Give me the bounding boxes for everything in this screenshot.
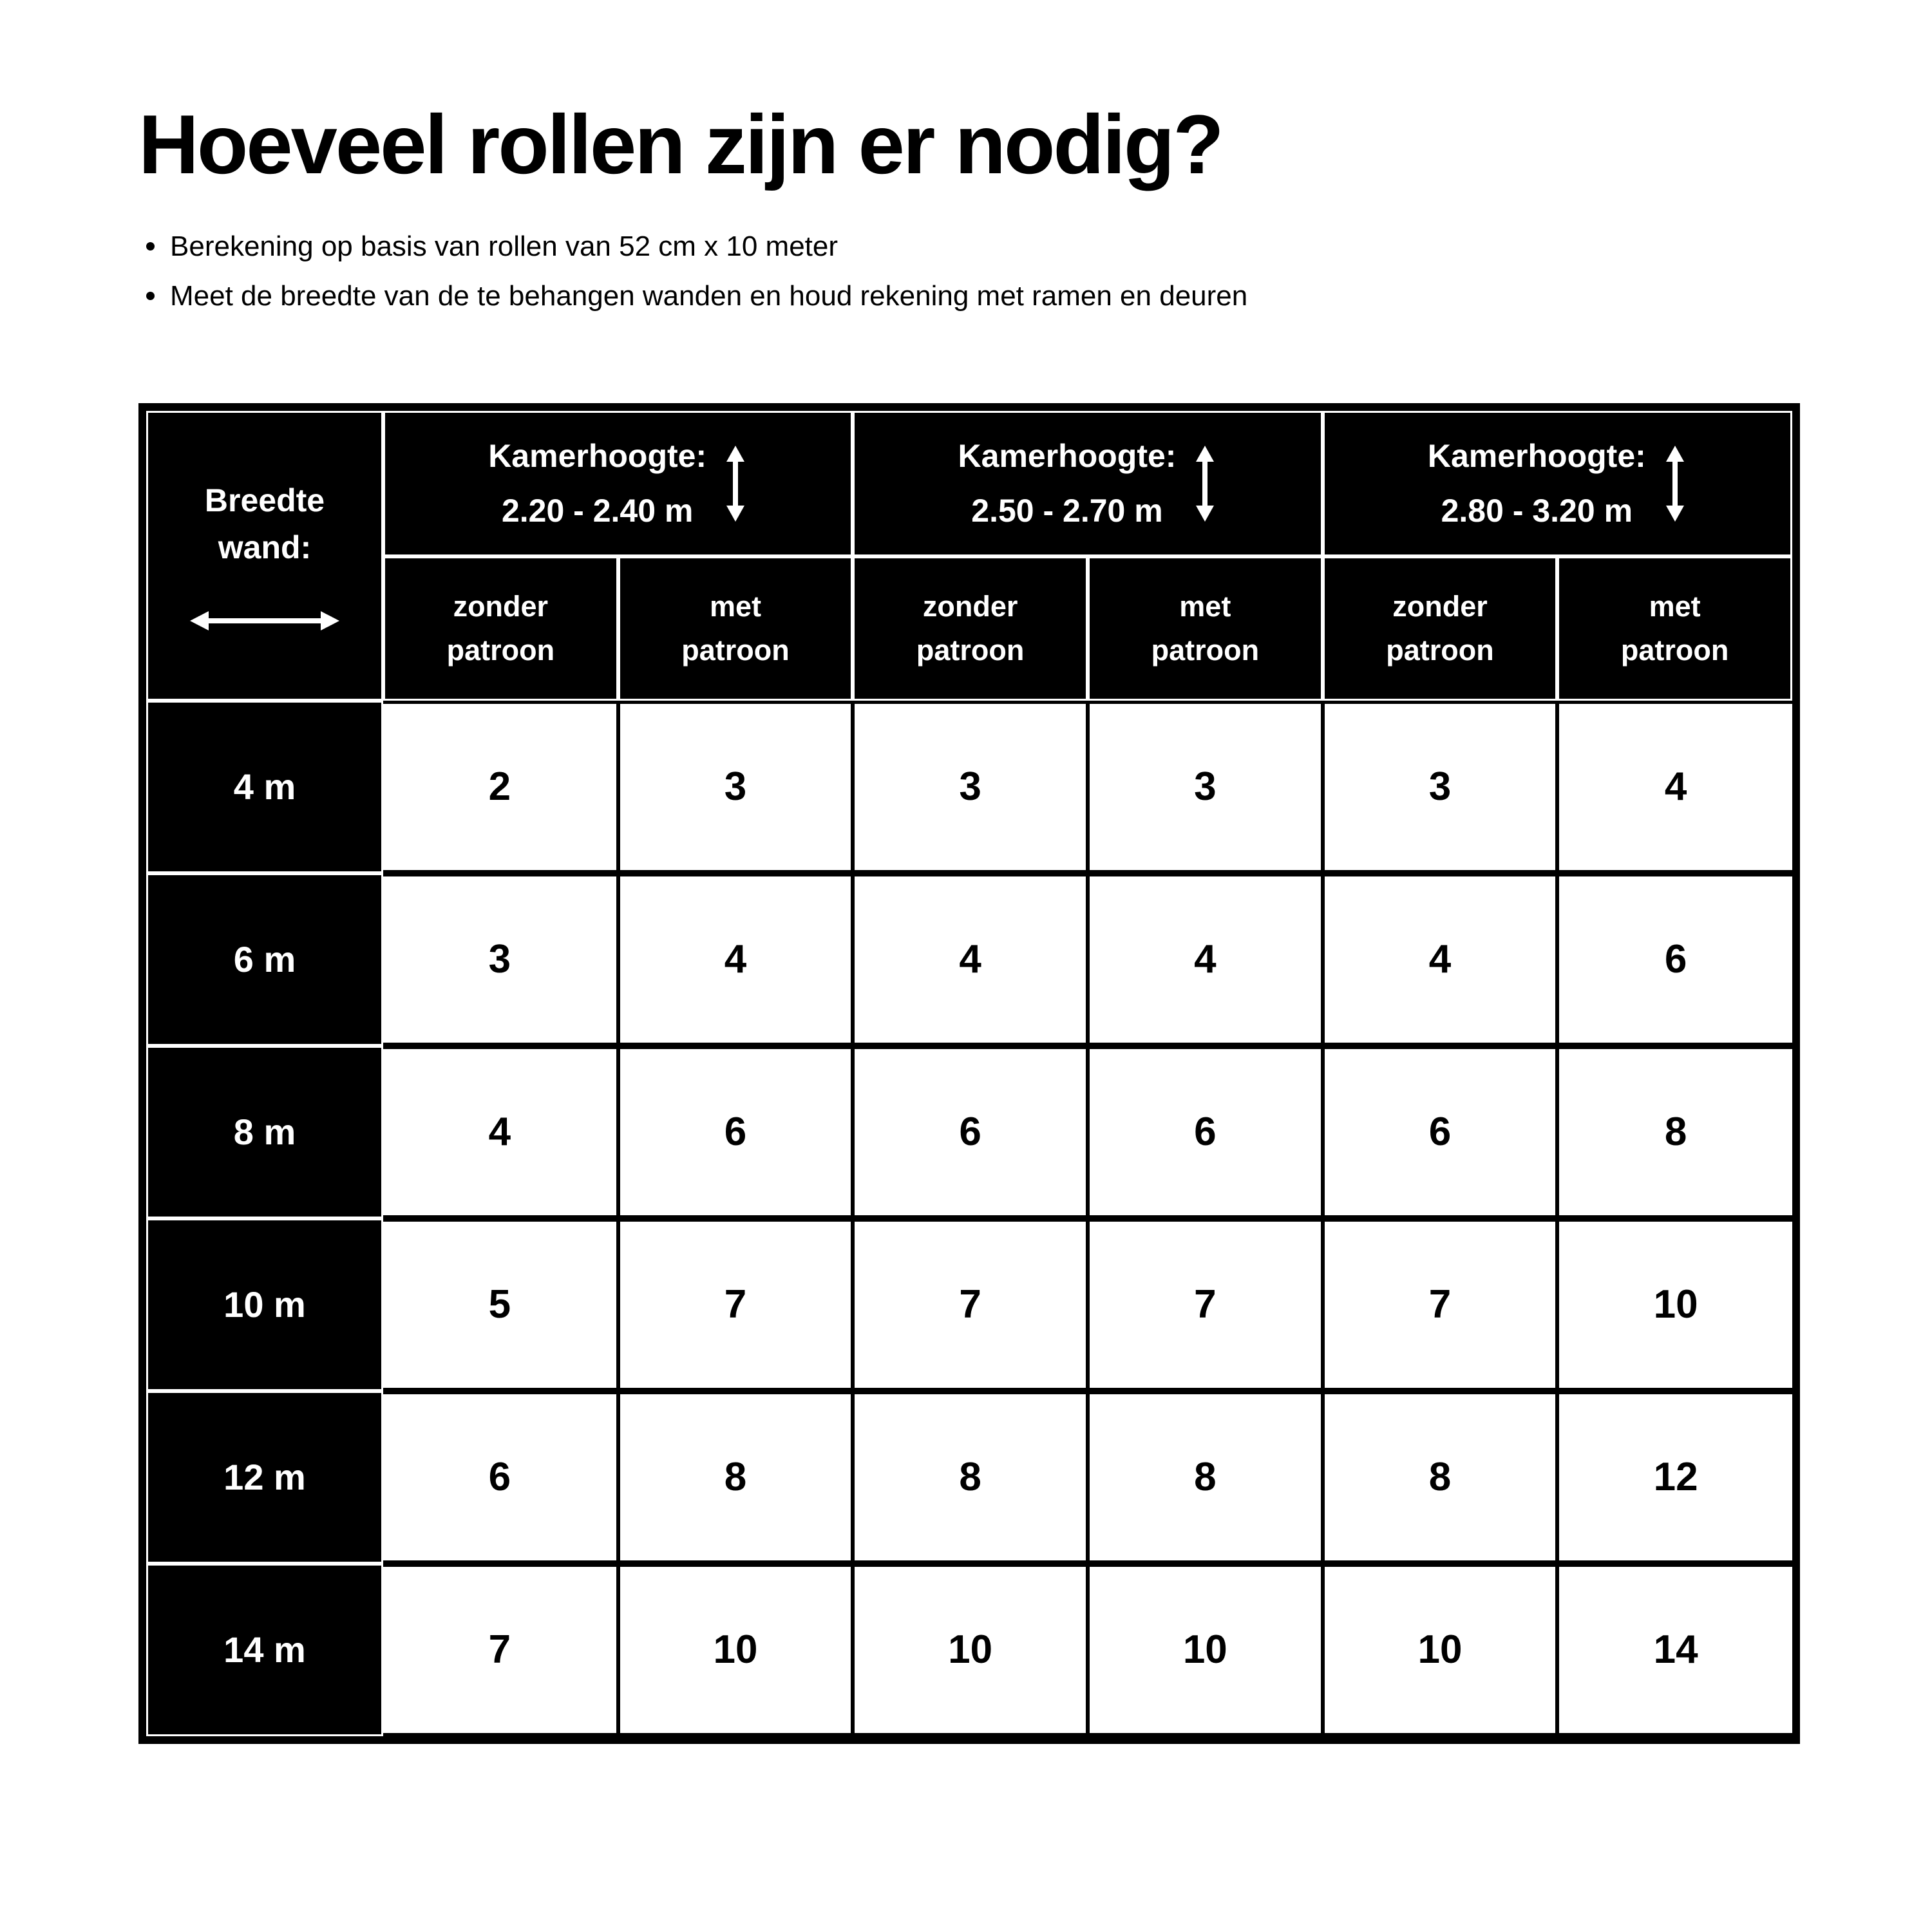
data-cell: 6 <box>618 1046 853 1218</box>
rolls-needed-table <box>138 403 1800 1744</box>
data-cell: 14 <box>1557 1564 1792 1736</box>
data-cell: 10 <box>1557 1218 1792 1391</box>
subcolumn-line: patroon <box>916 633 1025 667</box>
group-header-kamerhoogte-3 <box>1325 413 1790 554</box>
subcolumn-header-zonder-patroon <box>385 558 616 699</box>
data-cell: 4 <box>853 873 1088 1046</box>
data-cell: 5 <box>383 1218 618 1391</box>
data-cell: 3 <box>618 701 853 873</box>
subcolumn-header-met-patroon <box>1090 558 1321 699</box>
data-cell: 4 <box>1323 873 1558 1046</box>
data-cell: 6 <box>1323 1046 1558 1218</box>
row-header: 12 m <box>148 1393 381 1562</box>
subcolumn-header-zonder-patroon <box>855 558 1086 699</box>
data-cell: 6 <box>1088 1046 1323 1218</box>
data-cell: 7 <box>618 1218 853 1391</box>
data-cell: 8 <box>1557 1046 1792 1218</box>
data-cell: 3 <box>383 873 618 1046</box>
subcolumn-line: patroon <box>1386 633 1494 667</box>
data-cell: 4 <box>618 873 853 1046</box>
data-cell: 4 <box>1088 873 1323 1046</box>
width-arrow-icon <box>190 608 339 634</box>
data-cell: 8 <box>853 1391 1088 1564</box>
row-header: 6 m <box>148 875 381 1044</box>
note-text: Berekening op basis van rollen van 52 cm x 10 meter <box>170 230 838 262</box>
group-title: Kamerhoogte: <box>488 437 707 474</box>
bullet-dot-icon <box>146 292 155 300</box>
row-header: 8 m <box>148 1048 381 1217</box>
corner-title: Breedte <box>204 482 325 518</box>
data-cell: 3 <box>1323 701 1558 873</box>
data-cell: 7 <box>1088 1218 1323 1391</box>
subcolumn-line: zonder <box>453 590 549 623</box>
subcolumn-line: met <box>709 590 761 623</box>
group-range: 2.50 - 2.70 m <box>971 492 1163 529</box>
data-cell: 4 <box>383 1046 618 1218</box>
group-header-text <box>958 429 1177 538</box>
data-cell: 3 <box>853 701 1088 873</box>
data-cell: 7 <box>383 1564 618 1736</box>
subcolumn-line: patroon <box>1151 633 1260 667</box>
subcolumn-line: patroon <box>1620 633 1729 667</box>
group-header-kamerhoogte-2 <box>855 413 1320 554</box>
corner-subtitle: wand: <box>218 529 312 565</box>
subcolumn-line: met <box>1649 590 1701 623</box>
subcolumn-line: zonder <box>1392 590 1488 623</box>
data-cell: 4 <box>1557 701 1792 873</box>
subcolumn-header-met-patroon <box>620 558 851 699</box>
data-cell: 8 <box>1088 1391 1323 1564</box>
notes-list <box>138 222 1800 321</box>
group-header-kamerhoogte-1 <box>385 413 851 554</box>
subcolumn-line: patroon <box>681 633 790 667</box>
corner-header-breedte-wand <box>148 413 381 699</box>
subcolumn-header-met-patroon <box>1559 558 1790 699</box>
data-cell: 10 <box>1323 1564 1558 1736</box>
subcolumn-line: zonder <box>922 590 1018 623</box>
note-text: Meet de breedte van de te behangen wanden en houd rekening met ramen en deuren <box>170 279 1248 312</box>
data-cell: 3 <box>1088 701 1323 873</box>
subcolumn-line: met <box>1179 590 1231 623</box>
page-title: Hoeveel rollen zijn er nodig? <box>138 97 1222 191</box>
subcolumn-line: patroon <box>446 633 555 667</box>
subcolumn-header-zonder-patroon <box>1325 558 1556 699</box>
group-range: 2.80 - 3.20 m <box>1441 492 1633 529</box>
row-header: 4 m <box>148 703 381 871</box>
data-cell: 6 <box>1557 873 1792 1046</box>
data-cell: 8 <box>1323 1391 1558 1564</box>
data-cell: 10 <box>618 1564 853 1736</box>
group-header-text <box>1428 429 1646 538</box>
row-header: 10 m <box>148 1220 381 1389</box>
data-cell: 8 <box>618 1391 853 1564</box>
row-header: 14 m <box>148 1566 381 1734</box>
group-title: Kamerhoogte: <box>958 437 1177 474</box>
group-range: 2.20 - 2.40 m <box>501 492 694 529</box>
list-item <box>138 222 1800 271</box>
data-cell: 6 <box>383 1391 618 1564</box>
list-item <box>138 271 1800 321</box>
data-cell: 7 <box>853 1218 1088 1391</box>
height-arrow-icon <box>1663 446 1687 522</box>
group-header-text <box>488 429 706 538</box>
data-cell: 12 <box>1557 1391 1792 1564</box>
height-arrow-icon <box>1193 446 1217 522</box>
data-cell: 6 <box>853 1046 1088 1218</box>
bullet-dot-icon <box>146 242 155 251</box>
data-cell: 10 <box>1088 1564 1323 1736</box>
group-title: Kamerhoogte: <box>1427 437 1646 474</box>
data-cell: 7 <box>1323 1218 1558 1391</box>
data-cell: 2 <box>383 701 618 873</box>
height-arrow-icon <box>723 446 748 522</box>
data-cell: 10 <box>853 1564 1088 1736</box>
